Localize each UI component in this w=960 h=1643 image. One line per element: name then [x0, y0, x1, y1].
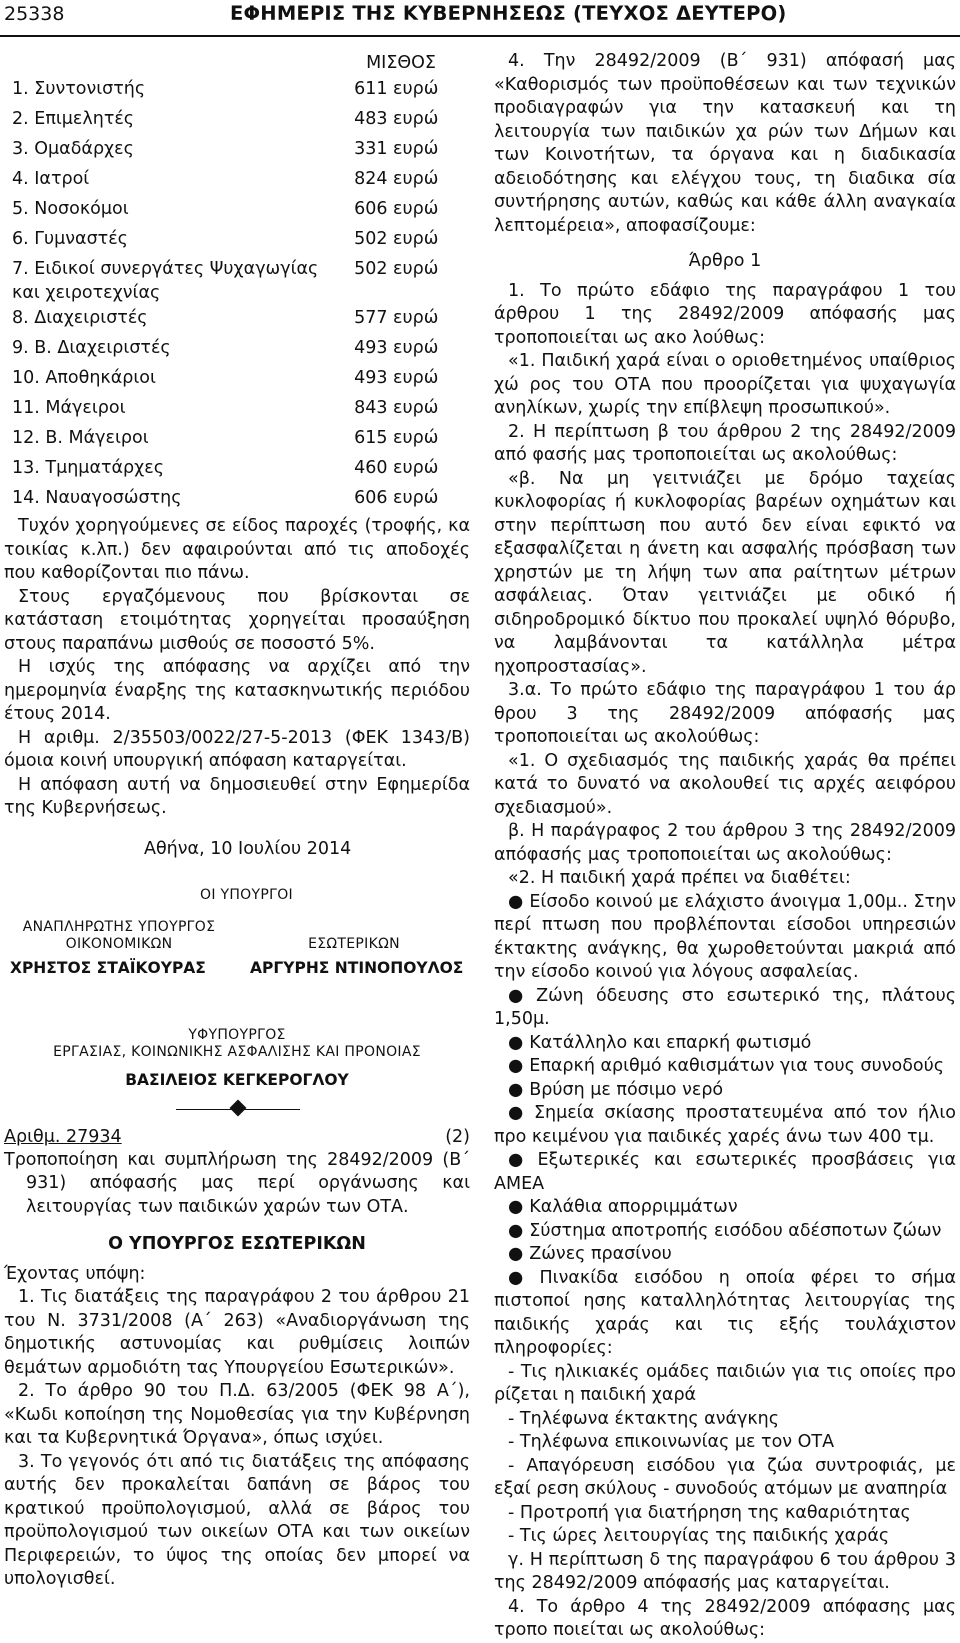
deputy-minister-title: [4, 919, 234, 953]
paragraph: Η απόφαση αυτή να δημοσιευθεί στην Εφημερίδα της Κυβερνήσεως.: [4, 774, 470, 818]
ornament-line: [240, 1109, 300, 1111]
paragraph: 4. Το άρθρο 4 της 28492/2009 απόφασης μας τροπο ποιείται ως ακολούθως:: [494, 1596, 956, 1640]
ministers-label: ΟΙ ΥΠΟΥΡΓΟΙ: [200, 886, 293, 903]
salary-row: [4, 425, 470, 455]
salary-role: 5. Νοσοκόμοι: [12, 199, 129, 219]
bullet-text: Βρύση με πόσιμο νερό: [529, 1079, 724, 1100]
salary-row: [4, 455, 470, 485]
sub-title-line: ΥΦΥΠΟΥΡΓΟΣ: [188, 1026, 286, 1043]
bullet-text: Ζώνη όδευσης στο εσωτερικό της, πλάτους 1,50μ.: [494, 985, 956, 1029]
salary-role: 11. Μάγειροι: [12, 398, 126, 418]
bullet-text: Εξωτερικές και εσωτερικές προσβάσεις για ΑΜΕΑ: [494, 1150, 956, 1194]
bullet-list: [494, 891, 956, 1361]
bullet-item: [494, 1196, 956, 1220]
salary-row: [4, 256, 470, 305]
article-heading: Άρθρο 1: [688, 251, 762, 271]
salary-role: 4. Ιατροί: [12, 169, 90, 189]
signature-block: [4, 821, 470, 1031]
sub-title-line: ΕΡΓΑΣΙΑΣ, ΚΟΙΝΩΝΙΚΗΣ ΑΣΦΑΛΙΣΗΣ ΚΑΙ ΠΡΟΝΟΙΑΣ: [53, 1043, 421, 1060]
salary-value: 460 ευρώ: [354, 458, 439, 478]
paragraph: 1. Το πρώτο εδάφιο της παραγράφου 1 του άρθρου 1 της 28492/2009 απόφασής μας τροποποιείται ως ακο λούθως:: [494, 280, 956, 348]
signatory-name: ΧΡΗΣΤΟΣ ΣΤΑΪΚΟΥΡΑΣ: [10, 958, 206, 977]
salary-role: 6. Γυμναστές: [12, 229, 128, 249]
considering-label: Έχοντας υπόψη:: [4, 1263, 146, 1284]
salary-row: [4, 196, 470, 226]
bullet-text: Σημεία σκίασης προστατευμένα από τον ήλιο προ κειμένου για παιδικές χαρές άνω των 400 τμ.: [494, 1103, 956, 1147]
bullet-item: [494, 891, 956, 985]
salary-role: 14. Ναυαγοσώστης: [12, 488, 182, 508]
ornament-line: [176, 1109, 236, 1111]
paragraph: 2. Η περίπτωση β του άρθρου 2 της 28492/2009 από φασής μας τροποποιείται ως ακολούθως:: [494, 421, 956, 465]
ornament-diamond: [230, 1099, 247, 1116]
salary-row: [4, 365, 470, 395]
salary-value: 331 ευρώ: [354, 139, 439, 159]
dash-item: - Προτροπή για διατήρηση της καθαριότητας: [508, 1502, 911, 1523]
dash-item: - Τις ώρες λειτουργίας της παιδικής χαράς: [508, 1526, 890, 1546]
right-column: [494, 50, 956, 1643]
paragraph: Τυχόν χορηγούμενες σε είδος παροχές (τροφής, κα τοικίας κ.λπ.) δεν αφαιρούνται από τις αποδοχές που καθορίζονται πιο πάνω.: [4, 516, 470, 583]
salary-role: 7. Ειδικοί συνεργάτες Ψυχαγωγίας και χειροτεχνίας: [12, 259, 319, 303]
bullet-item: [494, 1220, 956, 1244]
paragraph: «β. Να μη γειτνιάζει με δρόμο ταχείας κυκλοφορίας ή κυκλοφορίας βαρέων οχημάτων και στην περίπτωση που αυτό δεν είναι εφικτό να εξασφαλίζεται η άνετη και ασφαλής πρόσβαση των χρηστών με τη λήψη των απα ραίτητων μέτρων ασφάλειας. Όταν γειτνιάζει με οδικό ή σιδηροδρομικό δίκτυο που προκαλεί υψηλό θόρυβο, να λαμβάνονται τα κατάλληλα μέτρα ηχοπροστασίας».: [494, 468, 956, 677]
paragraph: 2. Το άρθρο 90 του Π.Δ. 63/2005 (ΦΕΚ 98 Α΄), «Κωδι κοποίηση της Νομοθεσίας για την Κυβέρνηση και τα Κυβερνητικά Όργανα», όπως ισχύει.: [4, 1381, 470, 1448]
salary-row: [4, 76, 470, 106]
paragraph: 3.α. Το πρώτο εδάφιο της παραγράφου 1 του άρ θρου 3 της 28492/2009 απόφασής μας τροποποιείται ως ακολούθως:: [494, 680, 956, 747]
dash-item: - Απαγόρευση εισόδου για ζώα συντροφιάς, με εξαί ρεση σκύλους - συνοδούς ατόμων με αναπηρία: [494, 1455, 956, 1499]
paragraph: 4. Την 28492/2009 (Β΄ 931) απόφασή μας «Καθορισμός των προϋποθέσεων και των τεχνικών προδιαγραφών για την κατασκευή και τη λειτουργία των παιδικών χα ρών των Δήμων και των Κοινοτήτων, τα όργανα και η διαδικασία αδειοδότησης και ελέγχου τους, τη διαδικα σία συντήρησης αυτών, καθώς και κάθε άλλη αναγκαία λεπτομέρεια», αποφασίζουμε:: [494, 51, 956, 236]
salary-value: 606 ευρώ: [354, 488, 439, 508]
salary-value: 493 ευρώ: [354, 368, 439, 388]
bullet-item: [494, 1149, 956, 1196]
dash-item: - Τηλέφωνα επικοινωνίας με τον ΟΤΑ: [508, 1432, 835, 1452]
bullet-text: Καλάθια απορριμμάτων: [529, 1197, 738, 1217]
salary-value: 483 ευρώ: [354, 109, 439, 129]
decision-number: Αριθμ. 27934: [4, 1126, 122, 1147]
dash-item: - Τις ηλικιακές ομάδες παιδιών για τις οποίες προ ρίζεται η παιδική χαρά: [494, 1361, 956, 1405]
bullet-item: [494, 1243, 956, 1267]
salary-value: 615 ευρώ: [354, 428, 439, 448]
section-ornament: [4, 1099, 470, 1121]
salary-value: 824 ευρώ: [354, 169, 439, 189]
dash-list: [494, 1361, 956, 1549]
left-column: [4, 50, 470, 1592]
salary-row: [4, 395, 470, 425]
paragraph: Η αριθμ. 2/35503/0022/27-5-2013 (ΦΕΚ 1343/Β) όμοια κοινή υπουργική απόφαση καταργείται.: [4, 727, 470, 771]
bullet-item: [494, 1267, 956, 1361]
gazette-title: ΕΦΗΜΕΡΙΣ ΤΗΣ ΚΥΒΕΡΝΗΣΕΩΣ (ΤΕΥΧΟΣ ΔΕΥΤΕΡΟ): [230, 2, 787, 25]
salary-role: 10. Αποθηκάριοι: [12, 368, 156, 388]
bullet-text: Επαρκή αριθμό καθισμάτων για τους συνοδούς: [529, 1056, 945, 1076]
paragraph: Στους εργαζόμενους που βρίσκονται σε κατάσταση ετοιμότητας χορηγείται προσαύξηση στους παραπάνω μισθούς σε ποσοστό 5%.: [4, 586, 470, 654]
bullet-item: [494, 985, 956, 1032]
salary-role: 2. Επιμελητές: [12, 109, 135, 129]
salary-row: [4, 136, 470, 166]
bullet-item: [494, 1079, 956, 1103]
salary-role: 3. Ομαδάρχες: [12, 139, 134, 159]
deputy-title-line: ΟΙΚΟΝΟΜΙΚΩΝ: [65, 935, 173, 952]
salary-value: 493 ευρώ: [354, 338, 439, 358]
paragraph: γ. Η περίπτωση δ της παραγράφου 6 του άρθρου 3 της 28492/2009 απόφασής μας καταργείται.: [494, 1549, 956, 1593]
bullet-text: Ζώνες πρασίνου: [529, 1244, 672, 1264]
decision-number-row: [4, 1125, 470, 1149]
place-date: Αθήνα, 10 Ιουλίου 2014: [144, 838, 352, 859]
interior-title: ΕΣΩΤΕΡΙΚΩΝ: [308, 935, 400, 952]
paragraph: Η ισχύς της απόφασης να αρχίζει από την ημερομηνία έναρξης της κατασκηνωτικής περιόδου έτους 2014.: [4, 657, 470, 724]
salary-table: [4, 50, 470, 515]
bullet-item: [494, 1055, 956, 1079]
salary-role: 1. Συντονιστής: [12, 79, 146, 99]
paragraph: 1. Τις διατάξεις της παραγράφου 2 του άρθρου 21 του Ν. 3731/2008 (Α΄ 263) «Αναδιοργάνωση της δημοτικής αστυνομίας και ρυθμίσεις λοιπών θεμάτων αρμοδιότη τας Υπουργείου Εσωτερικών».: [4, 1287, 470, 1378]
page-number: 25338: [4, 3, 65, 25]
signatory-name: ΑΡΓΥΡΗΣ ΝΤΙΝΟΠΟΥΛΟΣ: [250, 958, 464, 977]
bullet-text: Σύστημα αποτροπής εισόδου αδέσποτων ζώων: [529, 1220, 942, 1241]
paragraph: «1. Παιδική χαρά είναι ο οριοθετημένος υπαίθριος χώ ρος του ΟΤΑ που προορίζεται για ψυχαγωγία ανηλίκων, χωρίς την επίβλεψη προσωπικού».: [494, 351, 956, 418]
salary-role: 12. Β. Μάγειροι: [12, 428, 149, 448]
salary-row: [4, 106, 470, 136]
page-header: [0, 0, 960, 36]
salary-role: 13. Τμηματάρχες: [12, 458, 164, 478]
salary-rows: [4, 76, 470, 515]
bullet-text: Κατάλληλο και επαρκή φωτισμό: [529, 1032, 812, 1053]
salary-value: 606 ευρώ: [354, 199, 439, 219]
salary-row: [4, 305, 470, 335]
paragraph: «1. Ο σχεδιασμός της παιδικής χαράς θα πρέπει κατά το δυνατό να ακολουθεί τις αρχές αειφόρου σχεδιασμού».: [494, 750, 956, 818]
salary-value: 502 ευρώ: [354, 229, 439, 249]
decision-title: Τροποποίηση και συμπλήρωση της 28492/2009 (Β΄ 931) απόφασής μας περί οργάνωσης και λειτουργίας των παιδικών χαρών των ΟΤΑ.: [4, 1149, 470, 1217]
salary-row: [4, 226, 470, 256]
deputy-title-line: ΑΝΑΠΛΗΡΩΤΗΣ ΥΠΟΥΡΓΟΣ: [22, 918, 216, 935]
paragraph: 3. Το γεγονός ότι από τις διατάξεις της απόφασης αυτής δεν προκαλείται δαπάνη σε βάρος του κρατικού προϋπολογισμού, αλλά σε βάρος του προϋπολογισμού των οικείων ΟΤΑ και των οικείων Περιφερειών, το ύψος της οποίας δεν μπορεί να υπολογισθεί.: [4, 1451, 470, 1589]
salary-value: 577 ευρώ: [354, 308, 439, 328]
bullet-text: Είσοδο κοινού με ελάχιστο άνοιγμα 1,00μ.. Στην περί πτωση που προβλέπονται είσοδοι υπηρεσιών έκτακτης ανάγκης, θα χωροθετούνται μακριά από την είσοδο κοινού για λόγους ασφαλείας.: [494, 891, 956, 982]
salary-row: [4, 485, 470, 515]
bullet-item: [494, 1102, 956, 1149]
salary-role: 8. Διαχειριστές: [12, 308, 148, 328]
salary-row: [4, 166, 470, 196]
paragraph: β. Η παράγραφος 2 του άρθρου 3 της 28492/2009 απόφασής μας τροποποιείται ως ακολούθως:: [494, 821, 956, 865]
header-divider: [0, 35, 960, 37]
salary-value: 843 ευρώ: [354, 398, 439, 418]
salary-value: 502 ευρώ: [354, 259, 439, 279]
minister-heading: Ο ΥΠΟΥΡΓΟΣ ΕΣΩΤΕΡΙΚΩΝ: [108, 1234, 366, 1254]
decision-suffix: (2): [445, 1126, 470, 1147]
salary-row: [4, 335, 470, 365]
salary-header: ΜΙΣΘΟΣ: [366, 53, 436, 73]
bullet-text: Πινακίδα εισόδου η οποία φέρει το σήμα πιστοποί ησης καταλληλότητας λειτουργίας της παιδικής χαράς και τις εξής τουλάχιστον πληροφορίες:: [494, 1267, 956, 1358]
salary-role: 9. Β. Διαχειριστές: [12, 338, 171, 358]
signatory-name: ΒΑΣΙΛΕΙΟΣ ΚΕΓΚΕΡΟΓΛΟΥ: [125, 1070, 349, 1089]
dash-item: - Τηλέφωνα έκτακτης ανάγκης: [508, 1408, 780, 1429]
salary-value: 611 ευρώ: [354, 79, 439, 99]
sub-minister-title: [4, 1027, 470, 1061]
paragraph: «2. Η παιδική χαρά πρέπει να διαθέτει:: [508, 868, 851, 888]
bullet-item: [494, 1032, 956, 1056]
